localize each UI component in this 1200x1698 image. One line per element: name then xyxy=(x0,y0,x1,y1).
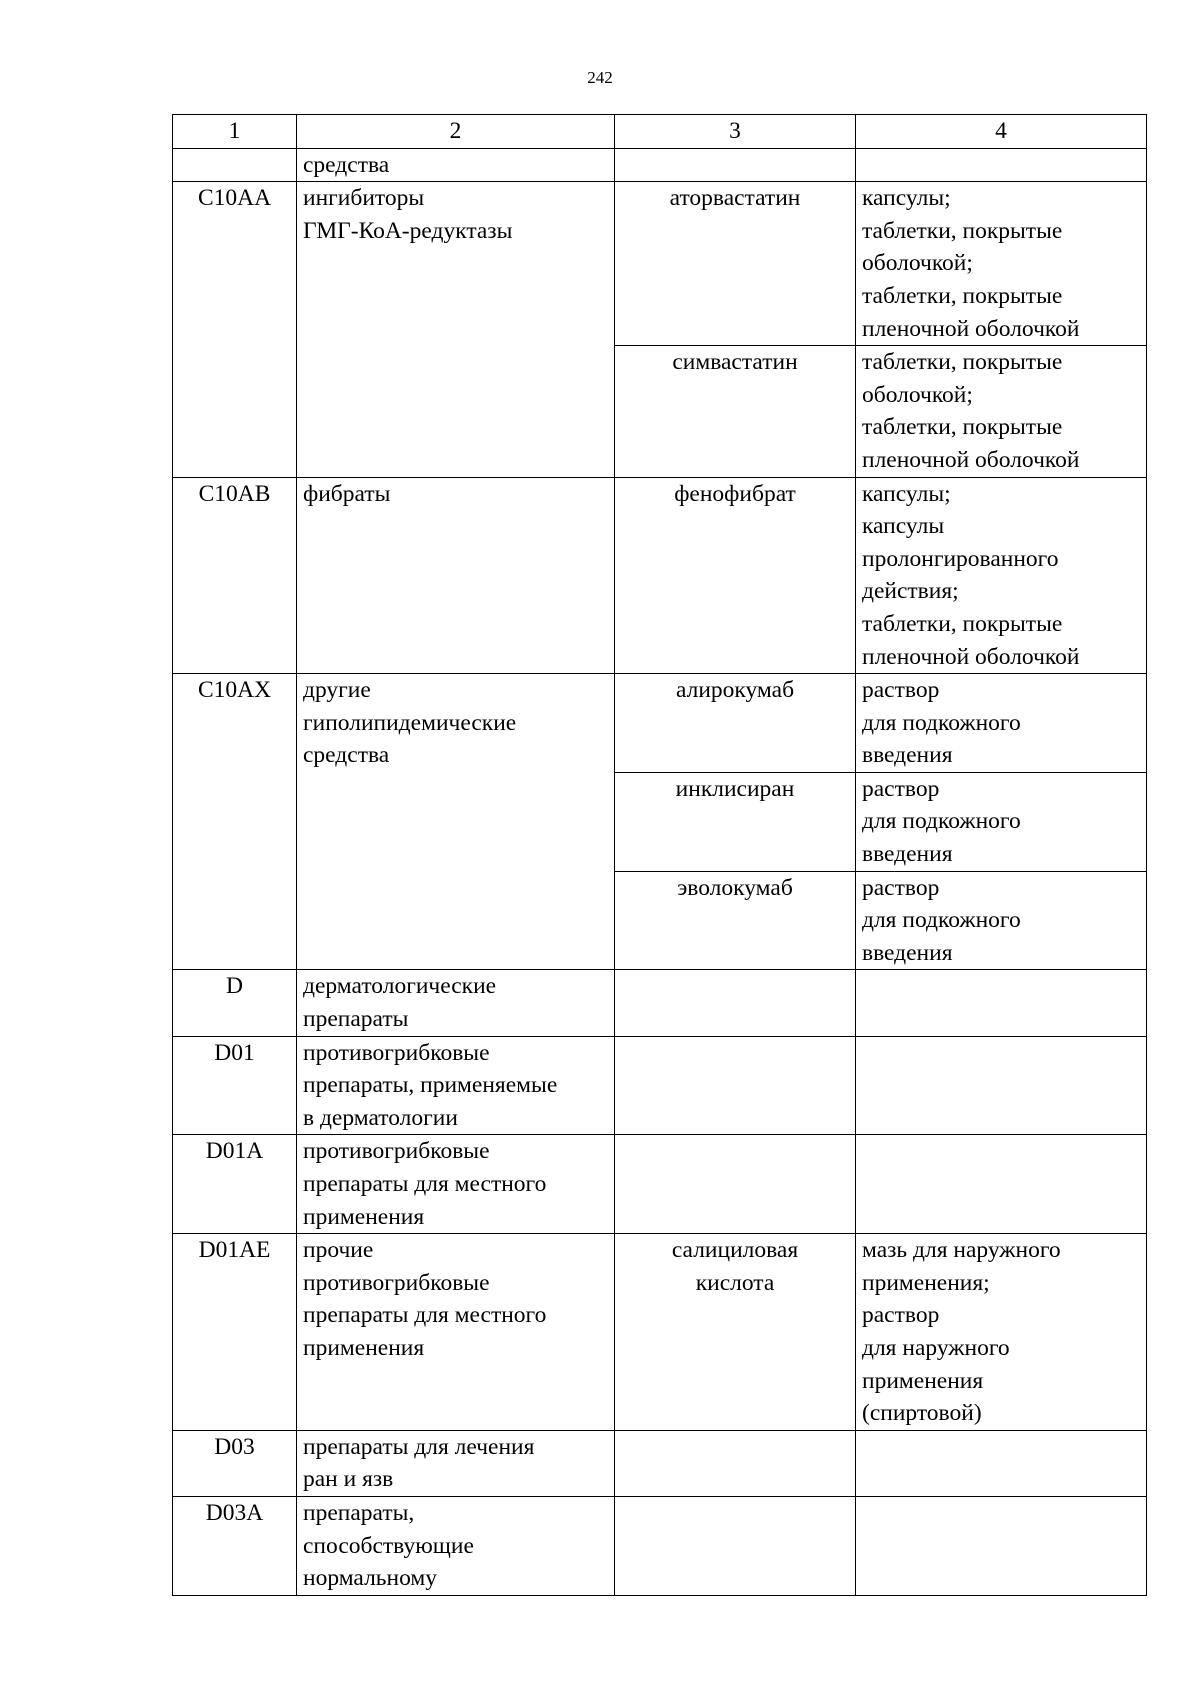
dosage-form xyxy=(856,1496,1147,1595)
atc-code xyxy=(173,148,297,182)
dosage-form xyxy=(856,970,1147,1036)
table-row xyxy=(173,477,1147,674)
atc-code: D01AE xyxy=(173,1234,297,1431)
drug-name xyxy=(615,1036,856,1135)
group-name: прочие противогрибковые препараты для местного применения xyxy=(297,1234,615,1431)
table-row xyxy=(173,1496,1147,1595)
table-row xyxy=(173,1036,1147,1135)
group-name: другие гиполипидемические средства xyxy=(297,674,615,970)
dosage-form xyxy=(856,1036,1147,1135)
header-cell-1: 1 xyxy=(173,115,297,149)
dosage-form: раствор для подкожного введения xyxy=(856,674,1147,773)
atc-code: C10AA xyxy=(173,182,297,477)
drug-name: салициловая кислота xyxy=(615,1234,856,1431)
dosage-form: раствор для подкожного введения xyxy=(856,871,1147,970)
atc-code: D xyxy=(173,970,297,1036)
group-name: противогрибковые препараты для местного применения xyxy=(297,1135,615,1234)
group-name: препараты, способствующие нормальному xyxy=(297,1496,615,1595)
table-row xyxy=(173,1234,1147,1431)
drug-name xyxy=(615,1430,856,1496)
drug-name: эволокумаб xyxy=(615,871,856,970)
table-row xyxy=(173,148,1147,182)
group-name: противогрибковые препараты, применяемые в дерматологии xyxy=(297,1036,615,1135)
drug-name xyxy=(615,1496,856,1595)
drug-name: инклисиран xyxy=(615,772,856,871)
drug-name xyxy=(615,1135,856,1234)
header-cell-3: 3 xyxy=(615,115,856,149)
drug-name xyxy=(615,148,856,182)
drug-name: симвастатин xyxy=(615,346,856,477)
table-header-row xyxy=(173,115,1147,149)
table-row xyxy=(173,674,1147,773)
dosage-form: капсулы; капсулы пролонгированного действия; таблетки, покрытые пленочной оболочкой xyxy=(856,477,1147,674)
dosage-form xyxy=(856,1430,1147,1496)
drug-table xyxy=(172,114,1147,1596)
dosage-form: раствор для подкожного введения xyxy=(856,772,1147,871)
table-row xyxy=(173,970,1147,1036)
table-row xyxy=(173,182,1147,346)
table-row xyxy=(173,1430,1147,1496)
group-name: средства xyxy=(297,148,615,182)
group-name: препараты для лечения ран и язв xyxy=(297,1430,615,1496)
atc-code: C10AX xyxy=(173,674,297,970)
atc-code: D01 xyxy=(173,1036,297,1135)
header-cell-4: 4 xyxy=(856,115,1147,149)
drug-name: аторвастатин xyxy=(615,182,856,346)
group-name: ингибиторы ГМГ-КоА-редуктазы xyxy=(297,182,615,477)
dosage-form: мазь для наружного применения; раствор для наружного применения (спиртовой) xyxy=(856,1234,1147,1431)
group-name: дерматологические препараты xyxy=(297,970,615,1036)
page-number: 242 xyxy=(587,68,613,87)
table-row xyxy=(173,1135,1147,1234)
drug-name: алирокумаб xyxy=(615,674,856,773)
atc-code: D01A xyxy=(173,1135,297,1234)
group-name: фибраты xyxy=(297,477,615,674)
drug-name xyxy=(615,970,856,1036)
atc-code: D03A xyxy=(173,1496,297,1595)
atc-code: C10AB xyxy=(173,477,297,674)
atc-code: D03 xyxy=(173,1430,297,1496)
dosage-form: таблетки, покрытые оболочкой; таблетки, покрытые пленочной оболочкой xyxy=(856,346,1147,477)
dosage-form: капсулы; таблетки, покрытые оболочкой; таблетки, покрытые пленочной оболочкой xyxy=(856,182,1147,346)
header-cell-2: 2 xyxy=(297,115,615,149)
dosage-form xyxy=(856,148,1147,182)
dosage-form xyxy=(856,1135,1147,1234)
drug-name: фенофибрат xyxy=(615,477,856,674)
